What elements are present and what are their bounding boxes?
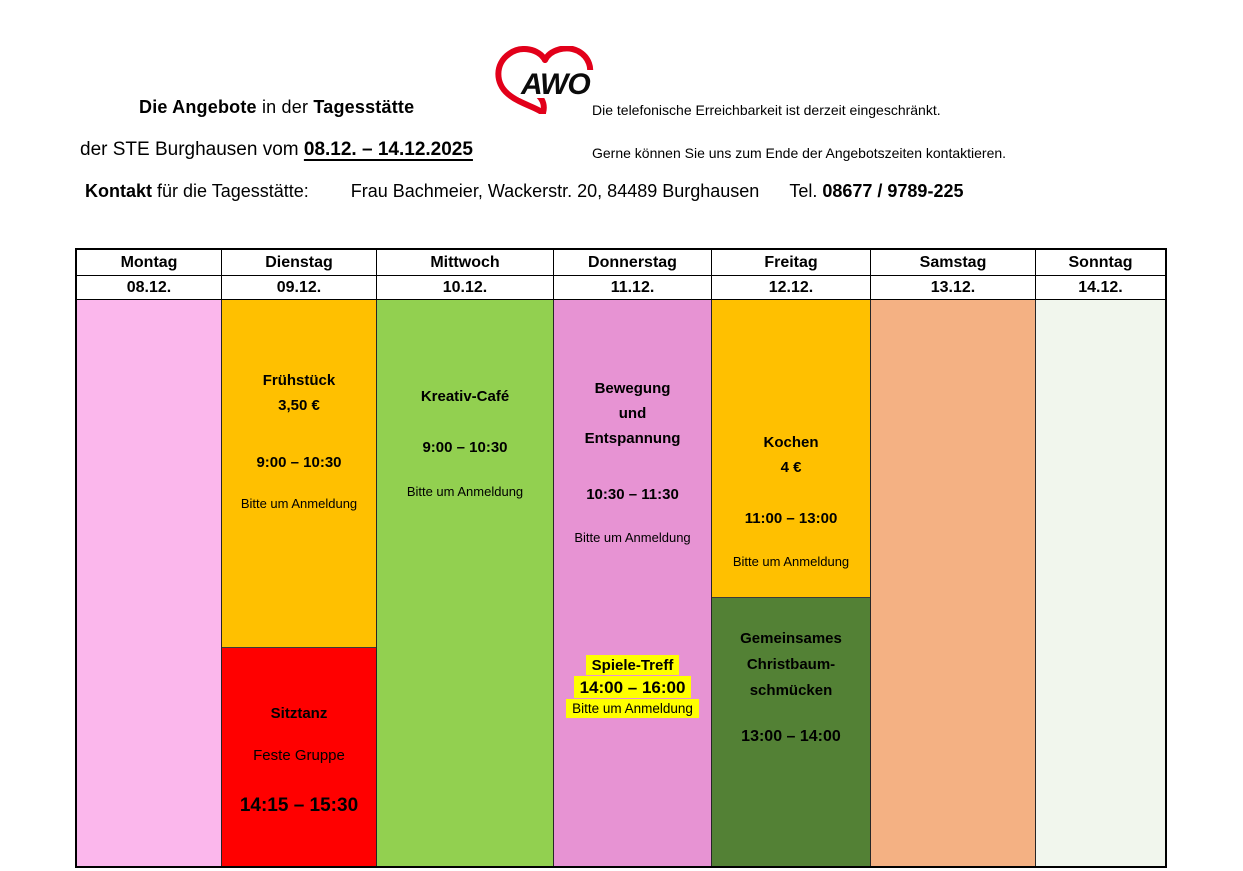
page-title [139,97,414,118]
event-time: 10:30 – 11:30 [586,486,679,503]
event-group: Feste Gruppe [253,747,345,764]
event-fruehstueck [222,300,376,647]
day-header-donnerstag: Donnerstag [554,250,712,276]
event-title: Sitztanz [270,705,328,722]
day-header-sonntag: Sonntag [1036,250,1165,276]
event-time: 9:00 – 10:30 [422,439,508,456]
column-montag [77,300,222,866]
subtitle-prefix: der STE Burghausen vom [80,139,304,160]
event-note: Bitte um Anmeldung [574,530,691,545]
event-title: Frühstück 3,50 € [222,368,376,418]
date-header-montag: 08.12. [77,276,222,300]
event-time: 11:00 – 13:00 [744,510,838,527]
column-sonntag [1036,300,1165,866]
contact-phone: Tel. 08677 / 9789-225 [789,181,964,201]
phone-availability-note: Die telefonische Erreichbarkeit ist derzeit eingeschränkt. [592,102,941,118]
title-bold-tagesstaette: Tagesstätte [313,97,415,117]
event-time: 13:00 – 14:00 [741,728,841,745]
title-mid: in der [256,97,314,117]
date-header-freitag: 12.12. [712,276,871,300]
column-samstag [871,300,1036,866]
event-price: 3,50 € [278,397,320,414]
awo-logo [492,46,598,114]
event-sitztanz [222,647,376,866]
event-title-highlighted: Spiele-Treff [586,655,680,675]
contact-time-note: Gerne können Sie uns zum Ende der Angebotszeiten kontaktieren. [592,145,1007,161]
event-title: Kreativ-Café [420,388,510,405]
day-header-mittwoch: Mittwoch [377,250,554,276]
day-header-samstag: Samstag [871,250,1036,276]
title-bold-angebote: Die Angebote [139,97,257,117]
event-title: Bewegung und Entspannung [584,380,681,447]
event-title: Gemeinsames Christbaum- schmücken [740,630,842,699]
contact-line [85,181,963,202]
awo-logo-text: AWO [521,68,590,101]
event-price: 4 € [780,459,802,476]
event-kochen [712,300,870,597]
column-dienstag [222,300,377,866]
event-note: Bitte um Anmeldung [240,496,358,511]
column-freitag [712,300,871,866]
event-time: 14:15 – 15:30 [239,795,359,816]
event-note: Bitte um Anmeldung [406,484,524,499]
date-header-mittwoch: 10.12. [377,276,554,300]
day-header-montag: Montag [77,250,222,276]
weekly-schedule-table [75,248,1167,868]
date-header-dienstag: 09.12. [222,276,377,300]
column-donnerstag [554,300,712,866]
event-note-highlighted: Bitte um Anmeldung [566,699,699,718]
contact-address: Frau Bachmeier, Wackerstr. 20, 84489 Burghausen [350,181,760,201]
event-time-highlighted: 14:00 – 16:00 [574,676,692,698]
event-christbaumschmuecken [712,597,870,866]
event-time: 9:00 – 10:30 [256,454,342,471]
date-header-samstag: 13.12. [871,276,1036,300]
date-header-sonntag: 14.12. [1036,276,1165,300]
day-header-dienstag: Dienstag [222,250,377,276]
contact-label: Kontakt für die Tagesstätte: [85,181,309,201]
event-spiele-treff [554,655,711,719]
event-note: Bitte um Anmeldung [732,554,850,569]
column-mittwoch [377,300,554,866]
event-title: Kochen 4 € [712,430,870,480]
page-subtitle [80,139,473,161]
date-header-donnerstag: 11.12. [554,276,712,300]
day-header-freitag: Freitag [712,250,871,276]
date-range: 08.12. – 14.12.2025 [303,139,473,160]
